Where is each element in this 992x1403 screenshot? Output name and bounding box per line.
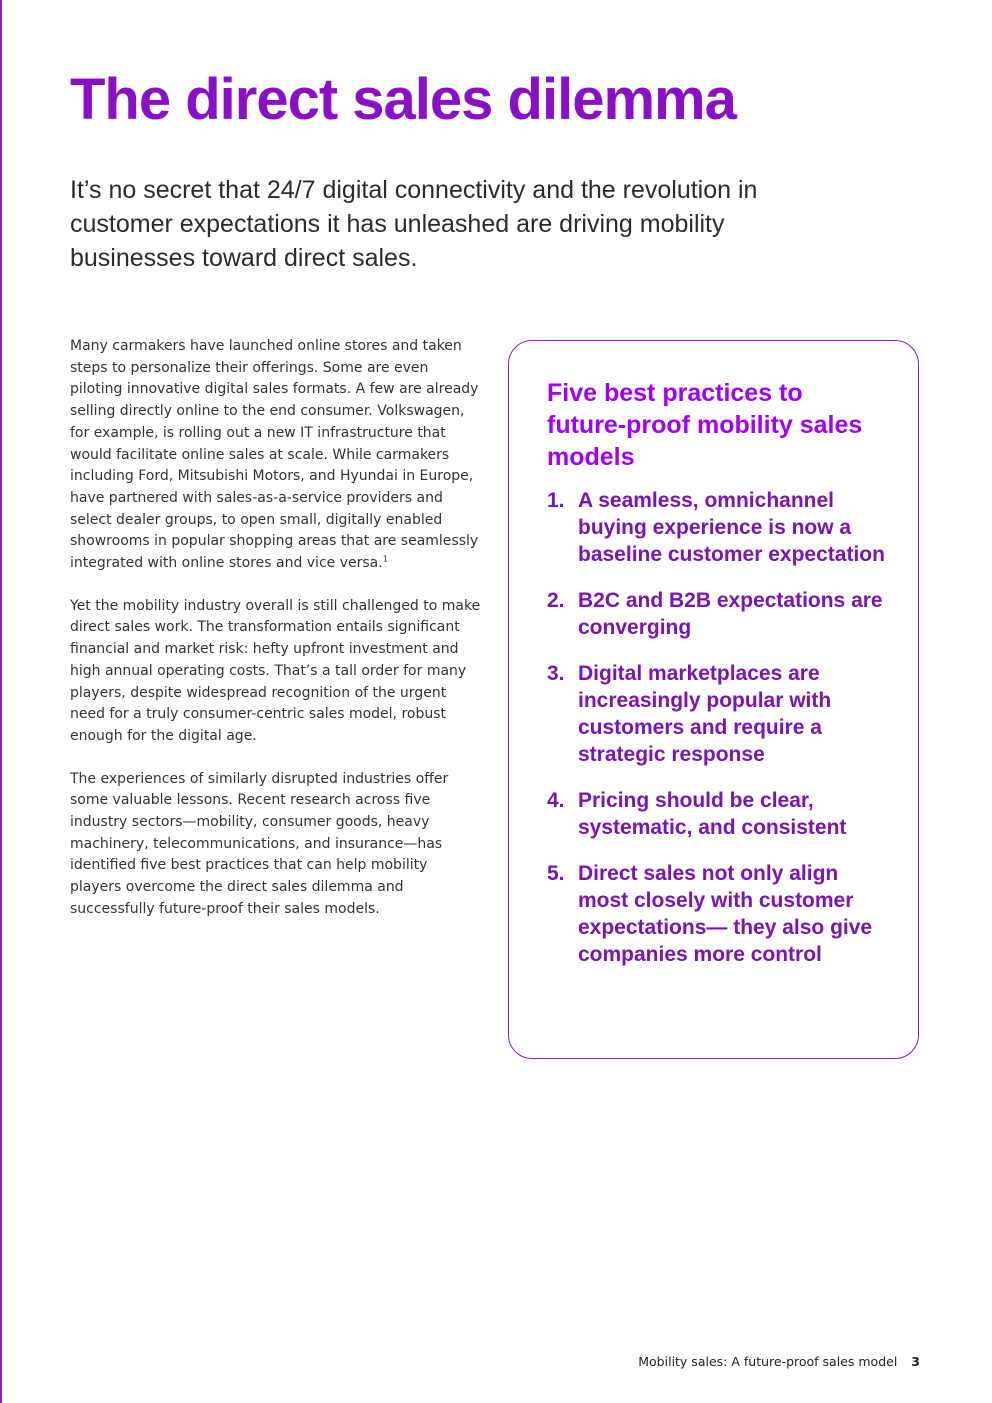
body-paragraph-1: Many carmakers have launched online stores and taken steps to personalize their offerings. Some are even piloting innovative digital sales formats. A few are already selling directly online to the end consumer. Volkswagen, for example, is rolling out a new IT infrastructure that would facilitate online sales at scale. While carmakers including Ford, Mitsubishi Motors, and Hyundai in Europe, have partnered with sales-as-a-service providers and select dealer groups, to open small, digitally enabled showrooms in popular shopping areas that are seamlessly integrated with online stores and vice versa.$^1$ [70,338,479,572]
list-item-number: 4. [547,789,565,812]
list-item-number: 3. [547,662,565,685]
body-paragraph-2: Yet the mobility industry overall is still challenged to make direct sales work. The transformation entails significant financial and market risk: hefty upfront investment and high annual operating costs. That’s a tall order for many players, despite widespread recognition of the urgent need for a truly consumer-centric sales model, robust enough for the digital age. [70,597,481,744]
list-item [547,587,892,641]
intro-paragraph: It’s no secret that 24/7 digital connectivity and the revolution in customer expectations it has unleashed are driving mobility businesses toward direct sales. [70,176,758,272]
best-practices-box [508,340,919,1059]
page-number: 3 [911,1354,920,1369]
list-item [547,787,892,841]
footer-label: Mobility sales: A future-proof sales model [638,1354,898,1369]
list-item-text: Direct sales not only align most closely with customer expectations— they also give companies more control [578,862,873,966]
list-item-text: B2C and B2B expectations are converging [578,589,883,639]
list-item-number: 2. [547,589,565,612]
list-item-text: A seamless, omnichannel buying experience is now a baseline customer expectation [578,489,885,566]
best-practices-title: Five best practices to future-proof mobility sales models [547,379,863,471]
list-item-text: Digital marketplaces are increasingly popular with customers and require a strategic response [578,662,832,766]
list-item [547,487,892,568]
body-column [70,336,482,942]
list-item-text: Pricing should be clear, systematic, and consistent [578,789,847,839]
list-item [547,860,892,968]
list-item [547,660,892,768]
page-footer [638,1354,920,1370]
best-practices-list [547,487,892,987]
footnote-marker[interactable]: 1 [382,554,388,564]
left-margin-rule [0,0,2,1403]
list-item-number: 1. [547,489,565,512]
list-item-number: 5. [547,862,565,885]
body-paragraph-3: The experiences of similarly disrupted industries offer some valuable lessons. Recent research across five industry sectors—mobility, consumer goods, heavy machinery, telecommunications, and insurance—has identified five best practices that can help mobility players overcome the direct sales dilemma and successfully future-proof their sales models. [70,770,449,917]
page-title: The direct sales dilemma [70,67,736,132]
